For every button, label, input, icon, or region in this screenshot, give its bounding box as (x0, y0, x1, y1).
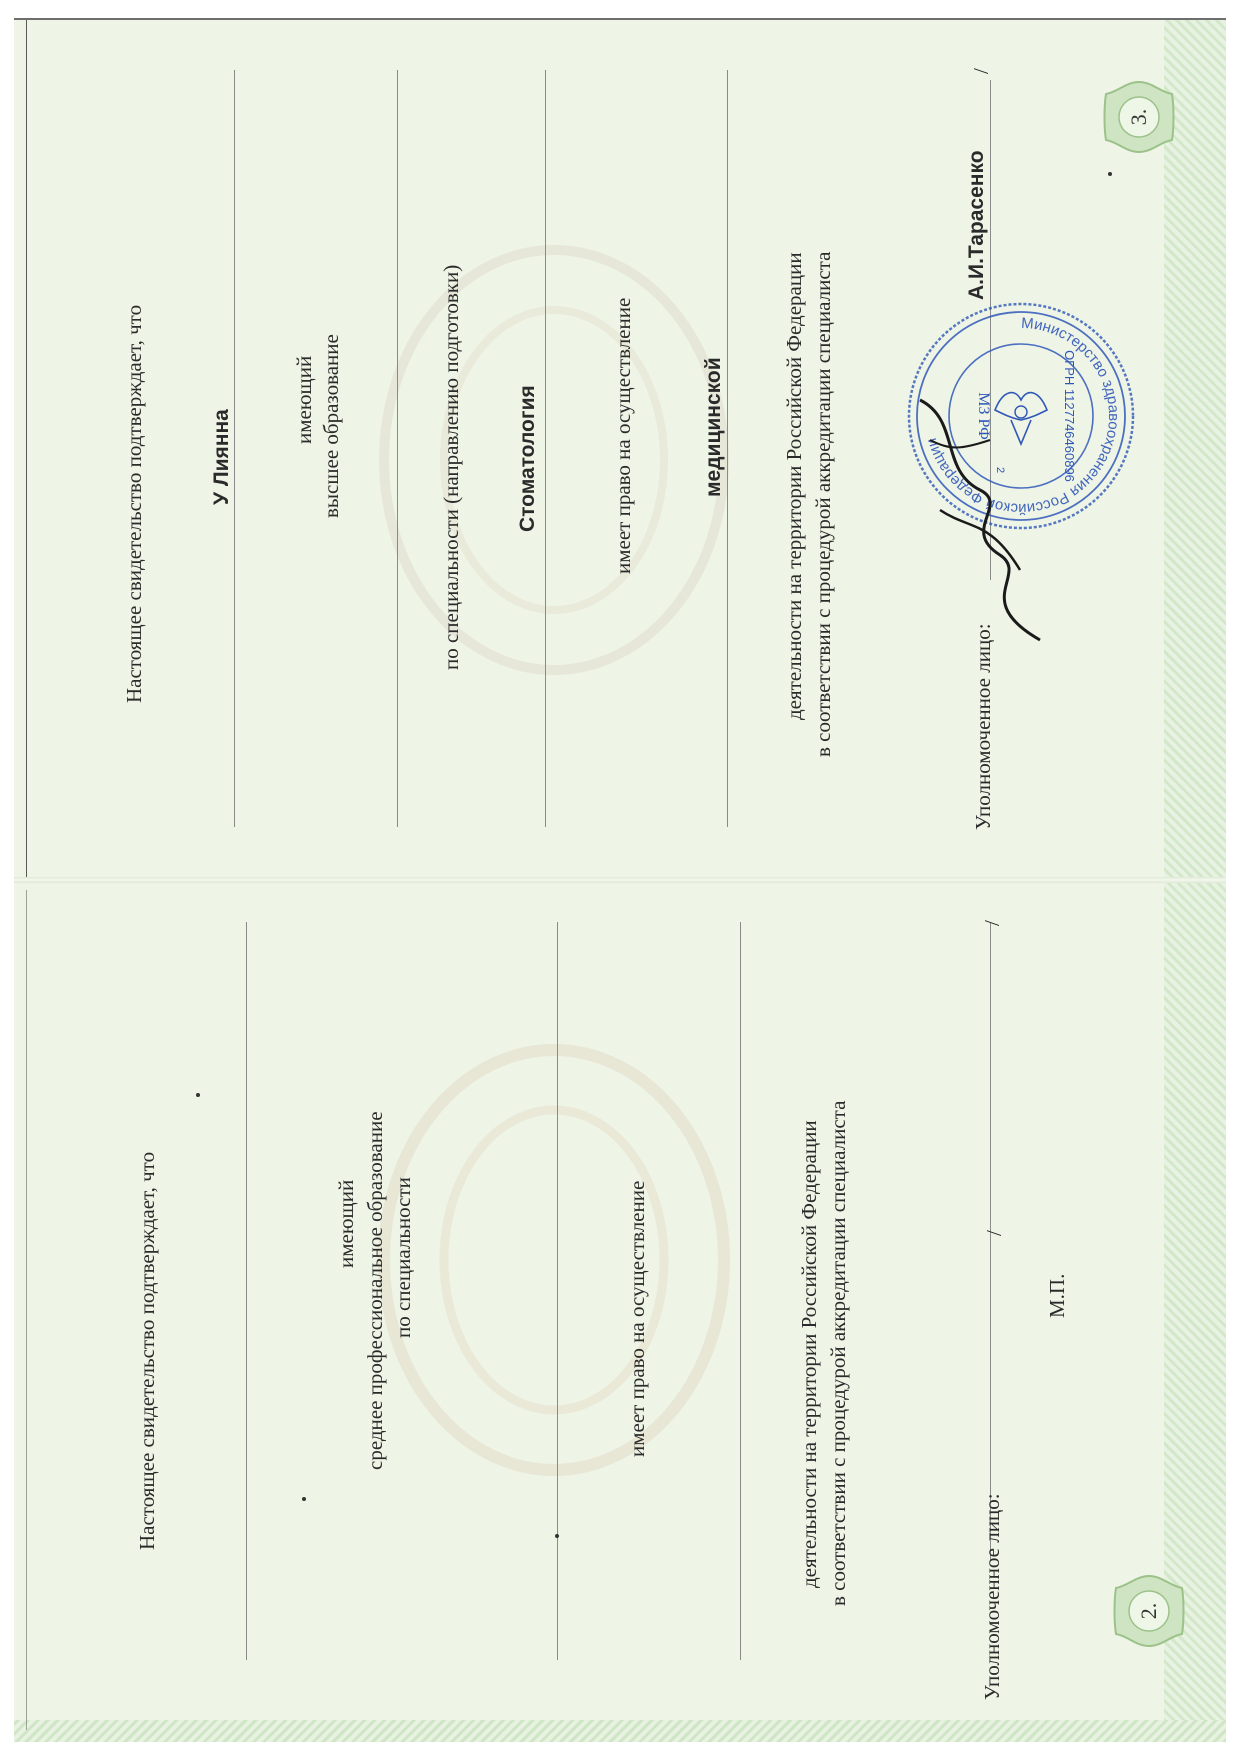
authorized-person-label: Уполномоченное лицо: (971, 623, 995, 830)
slash-separator: / (969, 68, 993, 74)
signature-line (990, 922, 991, 1230)
signatory-name: А.И.Тарасенко (965, 150, 988, 300)
rule-line (557, 922, 558, 1660)
slash-separator-mid: / (982, 1230, 1006, 1236)
cert-intro-blank: Настоящее свидетельство подтверждает, что (135, 1151, 159, 1550)
specialty-value: Стоматология (516, 385, 539, 532)
rule-line (727, 70, 728, 827)
having-label-blank: имеющий (334, 1179, 358, 1268)
rule-line (545, 70, 546, 827)
page-number-2: 2. (1136, 1602, 1161, 1620)
speck (196, 1093, 200, 1097)
education-level: высшее образование (319, 334, 343, 518)
edge-line-bottom (26, 890, 27, 1730)
slash-separator-end: / (980, 920, 1004, 926)
handwritten-signature (900, 380, 1060, 660)
page-number-badge-2 (1110, 1572, 1188, 1650)
speck (1108, 172, 1112, 176)
rule-line (740, 922, 741, 1660)
page-number-3: 3. (1126, 108, 1151, 126)
stamp-center-text: МЗ РФ (975, 392, 992, 440)
rule-line (397, 70, 398, 827)
stamp-ogrn: ОГРН 1127746460896 (1062, 350, 1077, 482)
having-label: имеющий (292, 355, 316, 444)
education-level-blank: среднее профессиональное образование (363, 1111, 387, 1470)
cert-intro: Настоящее свидетельство подтверждает, что (122, 304, 146, 703)
has-right-label-blank: имеет право на осуществление (625, 1180, 649, 1457)
watermark-emblem-top (344, 220, 764, 700)
rule-line (246, 922, 247, 1660)
page-number-badge-3 (1100, 78, 1178, 156)
activity-line-1: деятельности на территории Российской Федерации (782, 252, 806, 720)
guilloche-border-bottom (14, 1720, 1226, 1742)
activity-line-2-blank: в соответствии с процедурой аккредитации специалиста (826, 1100, 850, 1606)
page-fold (14, 877, 1226, 883)
seal-place-label: М.П. (1045, 1273, 1069, 1318)
by-specialty-label: по специальности (направлению подготовки) (439, 264, 463, 670)
certificate-sheet (14, 18, 1226, 1742)
edge-line-top (26, 20, 27, 877)
activity-line-1-blank: деятельности на территории Российской Федерации (797, 1120, 821, 1588)
speck (555, 1534, 559, 1538)
rule-line (234, 70, 235, 827)
by-specialty-label-blank: по специальности (391, 1177, 415, 1338)
activity-line-2: в соответствии с процедурой аккредитации специалиста (811, 251, 835, 757)
stamp-ring-text: Министерство здравоохранения Российской Федерации (923, 314, 1123, 518)
speck (302, 1497, 306, 1501)
holder-name: У Лиянна (210, 409, 233, 505)
stamp-number: 2 (994, 466, 1006, 474)
has-right-label: имеет право на осуществление (611, 297, 635, 574)
activity-type: медицинской (702, 357, 725, 497)
authorized-person-label-blank: Уполномоченное лицо: (980, 1493, 1004, 1700)
